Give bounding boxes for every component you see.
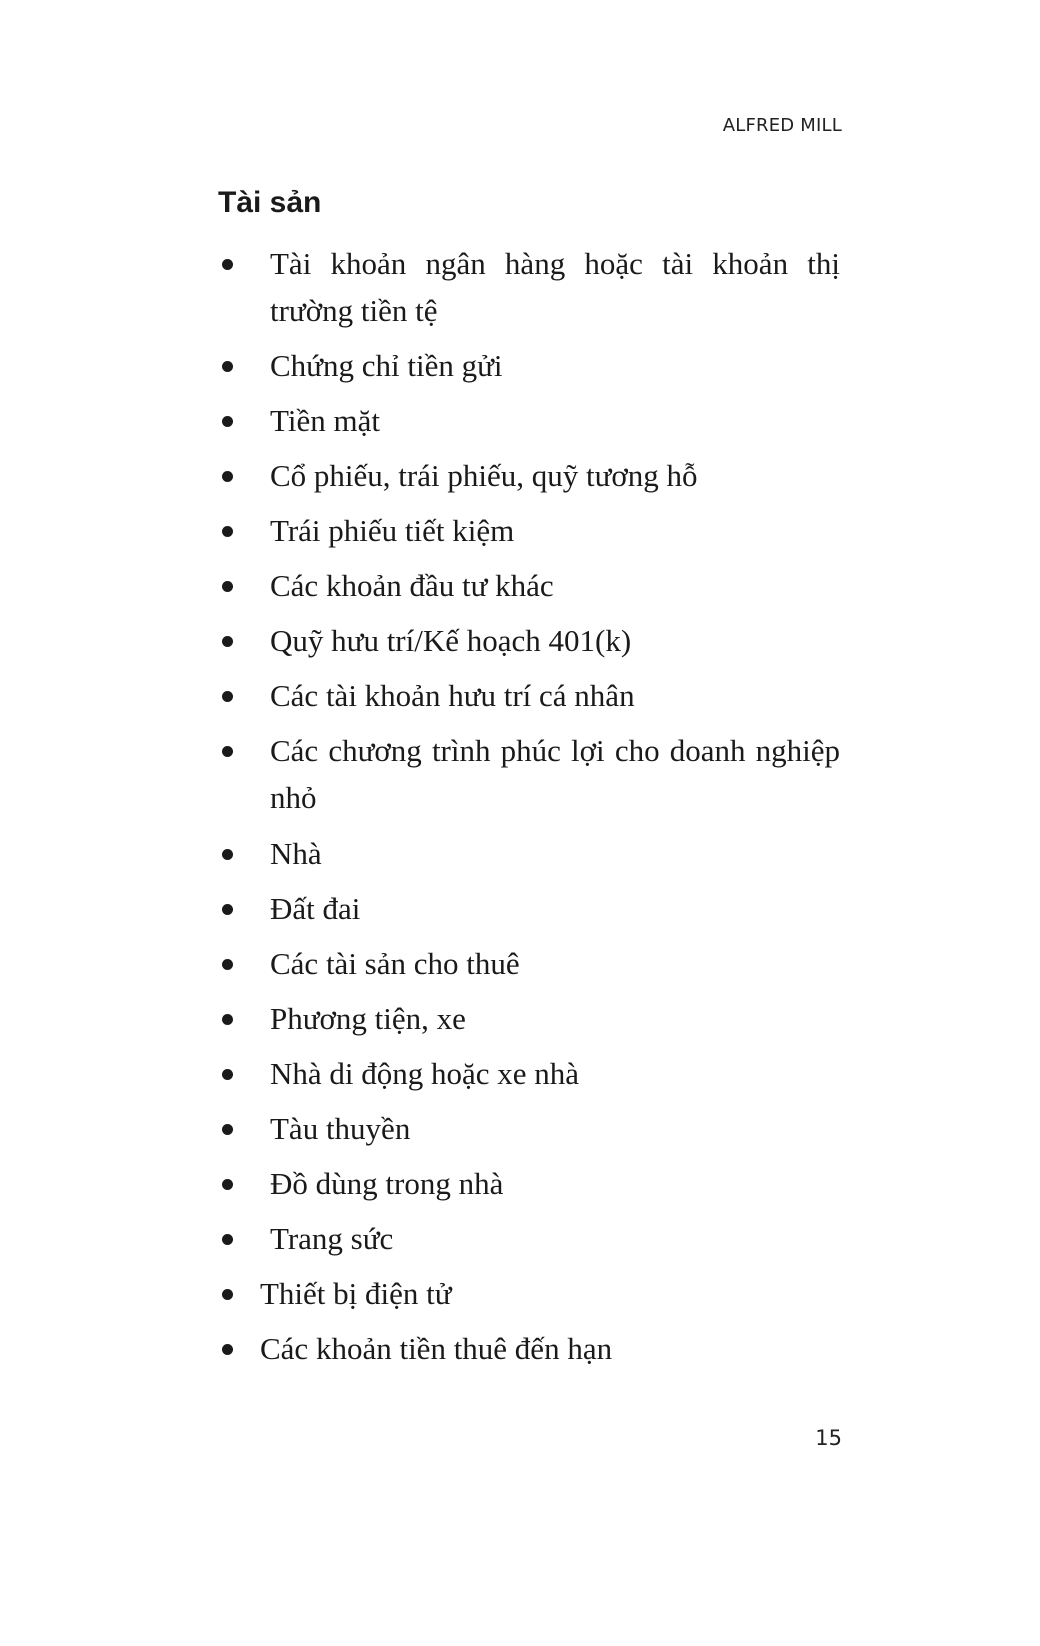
- list-item-text: Chứng chỉ tiền gửi: [270, 348, 503, 383]
- list-item-text: Đồ dùng trong nhà: [270, 1166, 504, 1201]
- bullet-icon: [222, 746, 233, 757]
- bullet-icon: [222, 259, 233, 270]
- list-item-text: Các khoản đầu tư khác: [270, 568, 554, 603]
- list-item-text: Trái phiếu tiết kiệm: [270, 513, 515, 548]
- bullet-icon: [222, 581, 233, 592]
- list-item-text: Tài khoản ngân hàng hoặc tài khoản thị trường tiền tệ: [270, 246, 840, 328]
- list-item-text: Nhà: [270, 836, 322, 871]
- bullet-icon: [222, 1014, 233, 1025]
- bullet-icon: [222, 1069, 233, 1080]
- list-item-text: Tiền mặt: [270, 403, 380, 438]
- bullet-icon: [222, 526, 233, 537]
- list-item-text: Các khoản tiền thuê đến hạn: [260, 1331, 613, 1366]
- bullet-icon: [222, 1344, 233, 1355]
- bullet-icon: [222, 691, 233, 702]
- running-header: ALFRED MILL: [722, 115, 842, 136]
- bullet-icon: [222, 904, 233, 915]
- bullet-icon: [222, 636, 233, 647]
- list-item-text: Phương tiện, xe: [270, 1001, 466, 1036]
- section-heading: Tài sản: [218, 186, 322, 219]
- bullet-icon: [222, 849, 233, 860]
- list-item-text: Đất đai: [270, 891, 361, 926]
- list-item-text: Các chương trình phúc lợi cho doanh nghiệp nhỏ: [270, 733, 840, 815]
- list-item-text: Thiết bị điện tử: [260, 1276, 452, 1311]
- list-item-text: Quỹ hưu trí/Kế hoạch 401(k): [270, 623, 632, 658]
- list-item-text: Tàu thuyền: [270, 1111, 411, 1146]
- bullet-icon: [222, 361, 233, 372]
- bullet-icon: [222, 1179, 233, 1190]
- list-item-text: Các tài sản cho thuê: [270, 946, 520, 981]
- list-item-text: Nhà di động hoặc xe nhà: [270, 1056, 580, 1091]
- bullet-icon: [222, 416, 233, 427]
- bullet-icon: [222, 1124, 233, 1135]
- list-item-text: Cổ phiếu, trái phiếu, quỹ tương hỗ: [270, 458, 698, 493]
- bullet-icon: [222, 471, 233, 482]
- page-number: 15: [815, 1426, 842, 1450]
- bullet-icon: [222, 1234, 233, 1245]
- list-item-text: Các tài khoản hưu trí cá nhân: [270, 678, 635, 713]
- list-item-text: Trang sức: [270, 1221, 394, 1256]
- bullet-icon: [222, 1289, 233, 1300]
- bullet-icon: [222, 959, 233, 970]
